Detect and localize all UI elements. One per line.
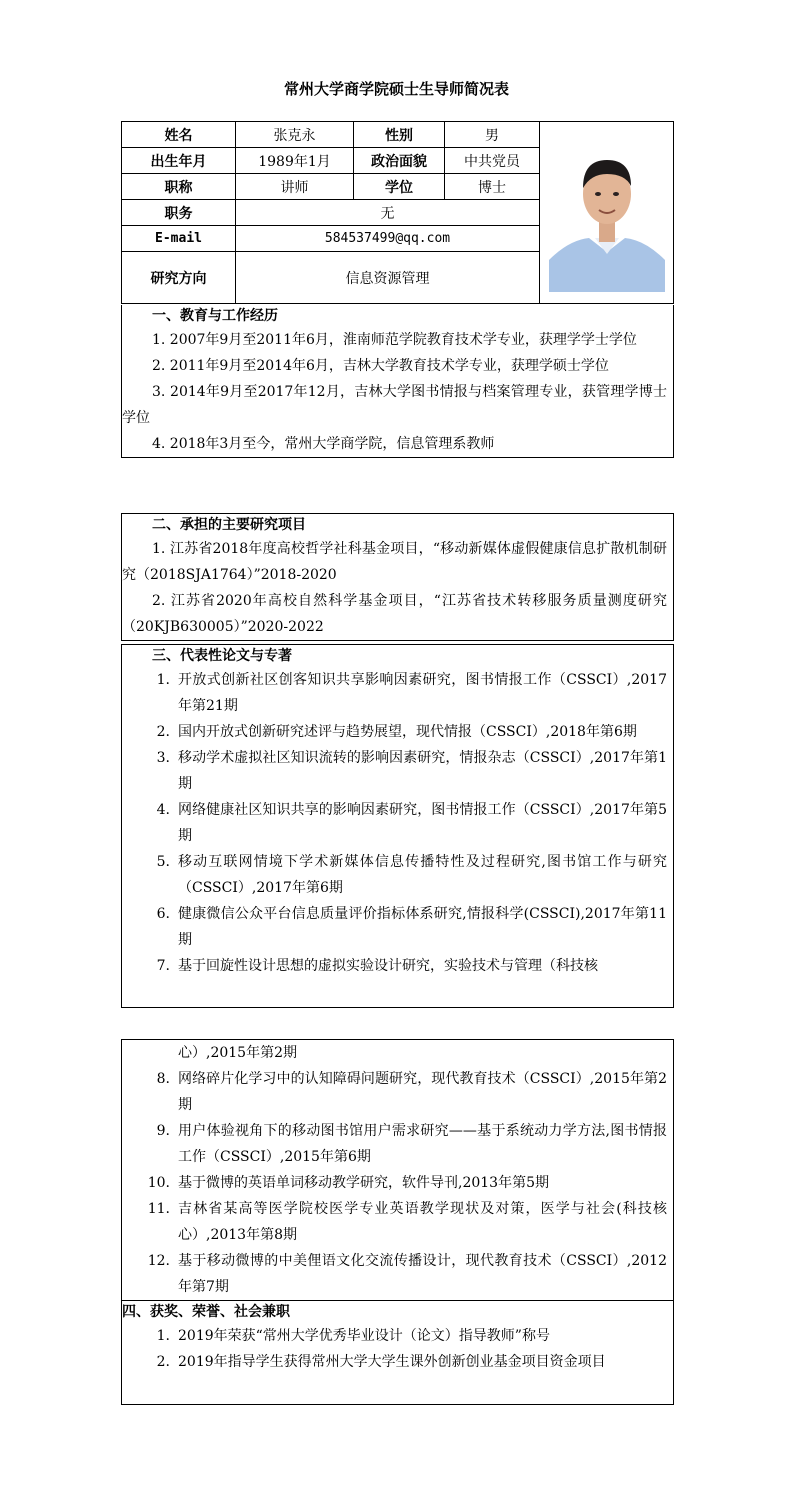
paper-item-text: 吉林省某高等医学院校医学专业英语教学现状及对策，医学与社会(科技核心）,2013年第8期 [178, 1201, 667, 1243]
paper-item [122, 1248, 673, 1300]
paper-item [122, 745, 673, 797]
paper-item-number: 1. [156, 672, 170, 688]
paper-item-number: 12. [147, 1253, 170, 1269]
gender-value: 男 [445, 122, 540, 148]
paper-item [122, 797, 673, 849]
education-item: 4. 2018年3月至今，常州大学商学院，信息管理系教师 [152, 436, 495, 452]
email-label: E-mail [122, 226, 236, 252]
paper-item-number [122, 1040, 178, 1066]
award-item-number: 1. [156, 1328, 170, 1344]
project-item: 1. 江苏省2018年度高校哲学社科基金项目，“移动新媒体虚假健康信息扩散机制研究（2018SJA1764）”2018-2020 [122, 541, 667, 583]
paper-item [122, 1066, 673, 1118]
paper-item-number: 7. [156, 958, 170, 974]
projects-heading: 二、承担的主要研究项目 [152, 517, 306, 533]
project-item: 2. 江苏省2020年高校自然科学基金项目，“江苏省技术转移服务质量测度研究（20KJB630005）”2020-2022 [122, 593, 667, 635]
paper-item-text: 基于微博的英语单词移动教学研究，软件导刊,2013年第5期 [178, 1175, 549, 1191]
education-item: 2. 2011年9月至2014年6月，吉林大学教育技术学专业，获理学硕士学位 [152, 358, 609, 374]
birth-value: 1989年1月 [236, 148, 354, 174]
paper-item-text: 移动学术虚拟社区知识流转的影响因素研究，情报杂志（CSSCI）,2017年第1期 [178, 750, 667, 792]
paper-item [122, 1196, 673, 1248]
position-label: 职务 [122, 200, 236, 226]
projects-section [121, 513, 674, 641]
paper-item-number: 9. [156, 1123, 170, 1139]
degree-value: 博士 [445, 174, 540, 200]
papers-section [121, 644, 674, 1008]
portrait-photo-icon [549, 142, 665, 292]
paper-item-text: 网络健康社区知识共享的影响因素研究，图书情报工作（CSSCI）,2017年第5期 [178, 802, 667, 844]
name-label: 姓名 [122, 122, 236, 148]
paper-item-text: 网络碎片化学习中的认知障碍问题研究，现代教育技术（CSSCI）,2015年第2期 [178, 1071, 667, 1113]
paper-item [122, 849, 673, 901]
political-value: 中共党员 [445, 148, 540, 174]
paper-item-number: 4. [156, 802, 170, 818]
paper-item [122, 1118, 673, 1170]
education-item: 3. 2014年9月至2017年12月，吉林大学图书情报与档案管理专业，获管理学博士学位 [122, 384, 667, 426]
photo-cell [540, 122, 674, 304]
paper-item [122, 667, 673, 719]
paper-item [122, 901, 673, 953]
research-value: 信息资源管理 [236, 252, 540, 304]
papers-heading: 三、代表性论文与专著 [152, 648, 292, 664]
email-value: 584537499@qq.com [236, 226, 540, 252]
education-section [121, 305, 674, 458]
paper-item-number: 2. [156, 724, 170, 740]
award-item-text: 2019年荣获“常州大学优秀毕业设计（论文）指导教师”称号 [178, 1328, 550, 1344]
paper-item-text: 移动互联网情境下学术新媒体信息传播特性及过程研究,图书馆工作与研究（CSSCI）,2017年第6期 [178, 854, 667, 896]
award-item [122, 1349, 673, 1375]
page-title: 常州大学商学院硕士生导师简况表 [283, 80, 509, 98]
paper-item-text: 国内开放式创新研究述评与趋势展望，现代情报（CSSCI）,2018年第6期 [178, 724, 637, 740]
paper-item-number: 8. [156, 1071, 170, 1087]
paper-item-number: 5. [156, 854, 170, 870]
political-label: 政治面貌 [354, 148, 445, 174]
paper-item-number: 6. [156, 906, 170, 922]
paper-item [122, 719, 673, 745]
paper-item-text: 心）,2015年第2期 [178, 1045, 297, 1061]
education-item: 1. 2007年9月至2011年6月，淮南师范学院教育技术学专业，获理学学士学位 [152, 332, 637, 348]
paper-item-number: 11. [147, 1201, 170, 1217]
paper-item [122, 1170, 673, 1196]
basic-info-table [121, 121, 674, 304]
education-heading: 一、教育与工作经历 [152, 308, 278, 324]
paper-item-text: 健康微信公众平台信息质量评价指标体系研究,情报科学(CSSCI),2017年第11期 [178, 906, 667, 948]
award-item-text: 2019年指导学生获得常州大学大学生课外创新创业基金项目资金项目 [178, 1354, 606, 1370]
papers-continued-section [121, 1039, 674, 1405]
job-title-label: 职称 [122, 174, 236, 200]
position-value: 无 [236, 200, 540, 226]
awards-heading: 四、获奖、荣誉、社会兼职 [122, 1304, 290, 1320]
gender-label: 性别 [354, 122, 445, 148]
research-label: 研究方向 [122, 252, 236, 304]
paper-item-number: 3. [156, 750, 170, 766]
job-title-value: 讲师 [236, 174, 354, 200]
paper-item-text: 基于回旋性设计思想的虚拟实验设计研究，实验技术与管理（科技核 [178, 958, 598, 974]
paper-item [122, 953, 673, 979]
paper-item-text: 开放式创新社区创客知识共享影响因素研究，图书情报工作（CSSCI）,2017年第21期 [178, 672, 667, 714]
birth-label: 出生年月 [122, 148, 236, 174]
paper-item-text: 用户体验视角下的移动图书馆用户需求研究——基于系统动力学方法,图书情报工作（CSSCI）,2015年第6期 [178, 1123, 667, 1165]
paper-item-text: 基于移动微博的中美俚语文化交流传播设计，现代教育技术（CSSCI）,2012年第7期 [178, 1253, 667, 1295]
award-item [122, 1323, 673, 1349]
paper-item [122, 1040, 673, 1066]
award-item-number: 2. [156, 1354, 170, 1370]
paper-item-number: 10. [147, 1175, 170, 1191]
degree-label: 学位 [354, 174, 445, 200]
name-value: 张克永 [236, 122, 354, 148]
